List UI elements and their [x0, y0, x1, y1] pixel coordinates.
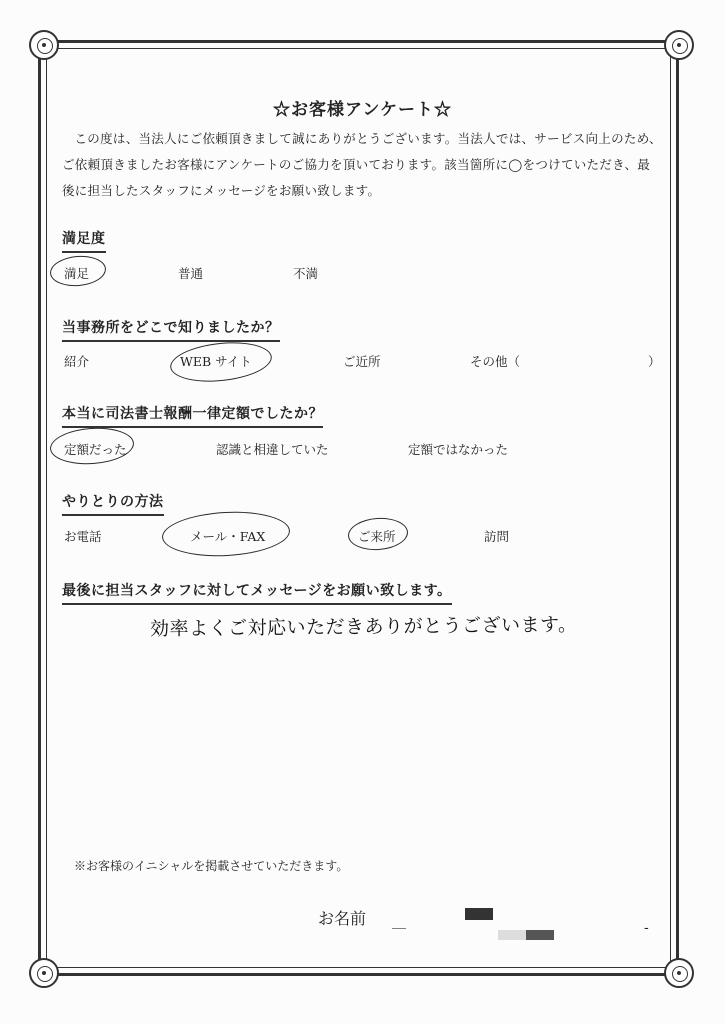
- option-phone[interactable]: お電話: [64, 529, 102, 544]
- option-neighborhood[interactable]: ご近所: [343, 354, 381, 369]
- redacted-name-block: [526, 930, 554, 940]
- option-other[interactable]: その他（: [470, 354, 521, 369]
- question-source-heading: 当事務所をどこで知りましたか？: [62, 317, 280, 342]
- handwritten-message: 効率よくご対応いただきありがとうございます。: [149, 613, 578, 641]
- option-flat-fee-yes[interactable]: 定額だった: [64, 442, 127, 457]
- question-satisfaction-heading: 満足度: [62, 228, 106, 253]
- redacted-name-block: [498, 930, 526, 940]
- question-flat-fee-heading: 本当に司法書士報酬一律定額でしたか？: [62, 403, 323, 428]
- survey-title: ☆お客様アンケート☆: [273, 100, 452, 120]
- option-flat-fee-no[interactable]: 定額ではなかった: [408, 442, 509, 457]
- option-home-visit[interactable]: 訪問: [484, 529, 510, 544]
- question-contact-method-heading: やりとりの方法: [62, 491, 164, 516]
- redacted-name-block: [465, 908, 493, 920]
- option-mail-fax[interactable]: メール・FAX: [190, 529, 266, 544]
- option-website[interactable]: WEB サイト: [180, 354, 252, 369]
- option-satisfied[interactable]: 満足: [64, 266, 90, 281]
- corner-ornament-icon: [664, 958, 694, 988]
- option-different[interactable]: 認識と相違していた: [216, 442, 329, 457]
- option-visit-office[interactable]: ご来所: [358, 529, 396, 544]
- corner-ornament-icon: [29, 30, 59, 60]
- name-line-start: ＿: [392, 915, 406, 931]
- corner-ornament-icon: [664, 30, 694, 60]
- corner-ornament-icon: [29, 958, 59, 988]
- intro-text: この度は、当法人にご依頼頂きまして誠にありがとうございます。当法人では、サービス向上のため、ご依頼頂きましたお客様にアンケートのご協力を頂いております。該当箇所に◯をつけていただき、最後に担当したスタッフにメッセージをお願い致します。: [62, 131, 662, 198]
- name-label: お名前: [318, 909, 367, 928]
- option-normal[interactable]: 普通: [178, 266, 204, 281]
- initials-note: ※お客様のイニシャルを掲載させていただきます。: [74, 859, 349, 873]
- option-referral[interactable]: 紹介: [64, 354, 90, 369]
- option-unsatisfied[interactable]: 不満: [293, 266, 319, 281]
- name-line-end: -: [644, 920, 649, 936]
- option-other-close: ）: [648, 354, 661, 369]
- question-message-heading: 最後に担当スタッフに対してメッセージをお願い致します。: [62, 580, 452, 605]
